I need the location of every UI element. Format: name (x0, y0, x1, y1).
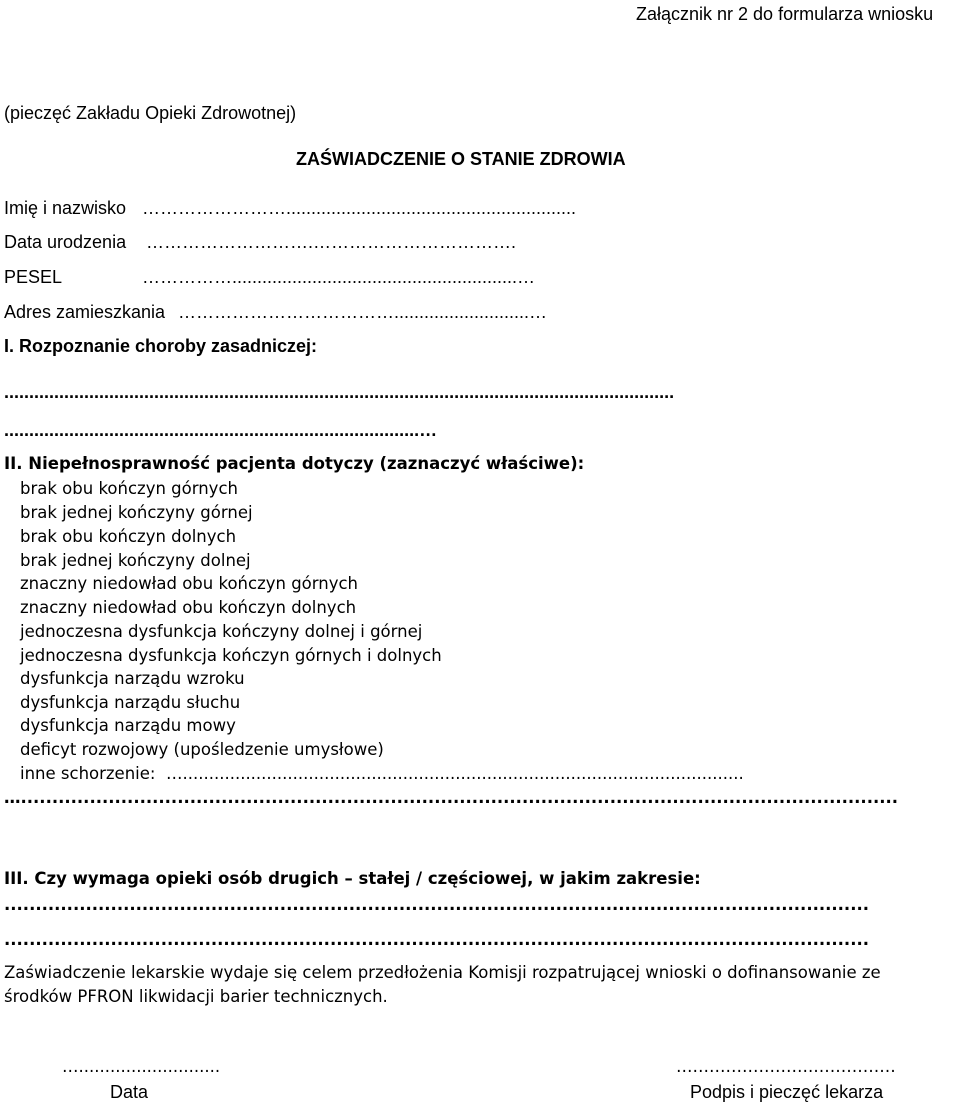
disability-option[interactable]: jednoczesna dysfunkcja kończyn górnych i dolnych (20, 646, 442, 665)
care-line-1: .......................................................................................................................................... (4, 895, 869, 914)
disability-option[interactable]: brak jednej kończyny górnej (20, 503, 253, 522)
stamp-placeholder: (pieczęć Zakładu Opieki Zdrowotnej) (4, 103, 297, 123)
attachment-note: Załącznik nr 2 do formularza wniosku (636, 4, 934, 24)
statement-line-1: Zaświadczenie lekarskie wydaje się celem przedłożenia Komisji rozpatrującej wnioski o dofinansowanie ze (4, 963, 881, 982)
disability-option[interactable]: brak obu kończyn dolnych (20, 527, 237, 546)
disability-option[interactable]: deficyt rozwojowy (upośledzenie umysłowe) (20, 740, 384, 759)
signature-label: Podpis i pieczęć lekarza (690, 1082, 884, 1102)
address-label: Adres zamieszkania (4, 302, 166, 322)
pesel-dots: …………….........................................................… (142, 267, 536, 287)
section1-heading: I. Rozpoznanie choroby zasadniczej: (4, 336, 318, 356)
pesel-label: PESEL (4, 267, 63, 287)
section2-heading: II. Niepełnosprawność pacjenta dotyczy (zaznaczyć właściwe): (4, 454, 585, 473)
date-label: Data (110, 1082, 149, 1102)
dob-label: Data urodzenia (4, 232, 127, 252)
disability-option[interactable]: jednoczesna dysfunkcja kończyny dolnej i górnej (20, 622, 423, 641)
diagnosis-line-1: ...................................................................................................................................... (4, 382, 675, 402)
name-dots: …………………….......................................................... (142, 198, 577, 218)
diagnosis-line-2: ...................................................................................… (4, 420, 438, 440)
other-condition-line-2: …............................................................................................................................................ (4, 788, 899, 807)
disability-option[interactable]: brak obu kończyn górnych (20, 479, 238, 498)
disability-option[interactable]: znaczny niedowład obu kończyn dolnych (20, 598, 357, 617)
other-condition-label: inne schorzenie: (20, 764, 156, 783)
disability-option[interactable]: dysfunkcja narządu słuchu (20, 693, 241, 712)
other-condition-dots: …........................................................................................................... (166, 764, 744, 783)
disability-option[interactable]: dysfunkcja narządu wzroku (20, 669, 245, 688)
statement-line-2: środków PFRON likwidacji barier technicznych. (4, 987, 388, 1006)
disability-option[interactable]: brak jednej kończyny dolnej (20, 551, 251, 570)
care-line-2: .......................................................................................................................................... (4, 930, 869, 949)
disability-option[interactable]: dysfunkcja narządu mowy (20, 716, 236, 735)
disability-option[interactable]: znaczny niedowład obu kończyn górnych (20, 574, 359, 593)
date-dots: …........................... (62, 1057, 221, 1076)
name-label: Imię i nazwisko (4, 198, 127, 218)
dob-dots: ……………………….……………………………. (146, 232, 517, 252)
document-title: ZAŚWIADCZENIE O STANIE ZDROWIA (296, 149, 626, 169)
signature-dots: …………………….…………… (676, 1057, 896, 1076)
section3-heading: III. Czy wymaga opieki osób drugich – stałej / częściowej, w jakim zakresie: (4, 869, 701, 888)
address-dots: ………………………………...........................… (178, 302, 548, 322)
